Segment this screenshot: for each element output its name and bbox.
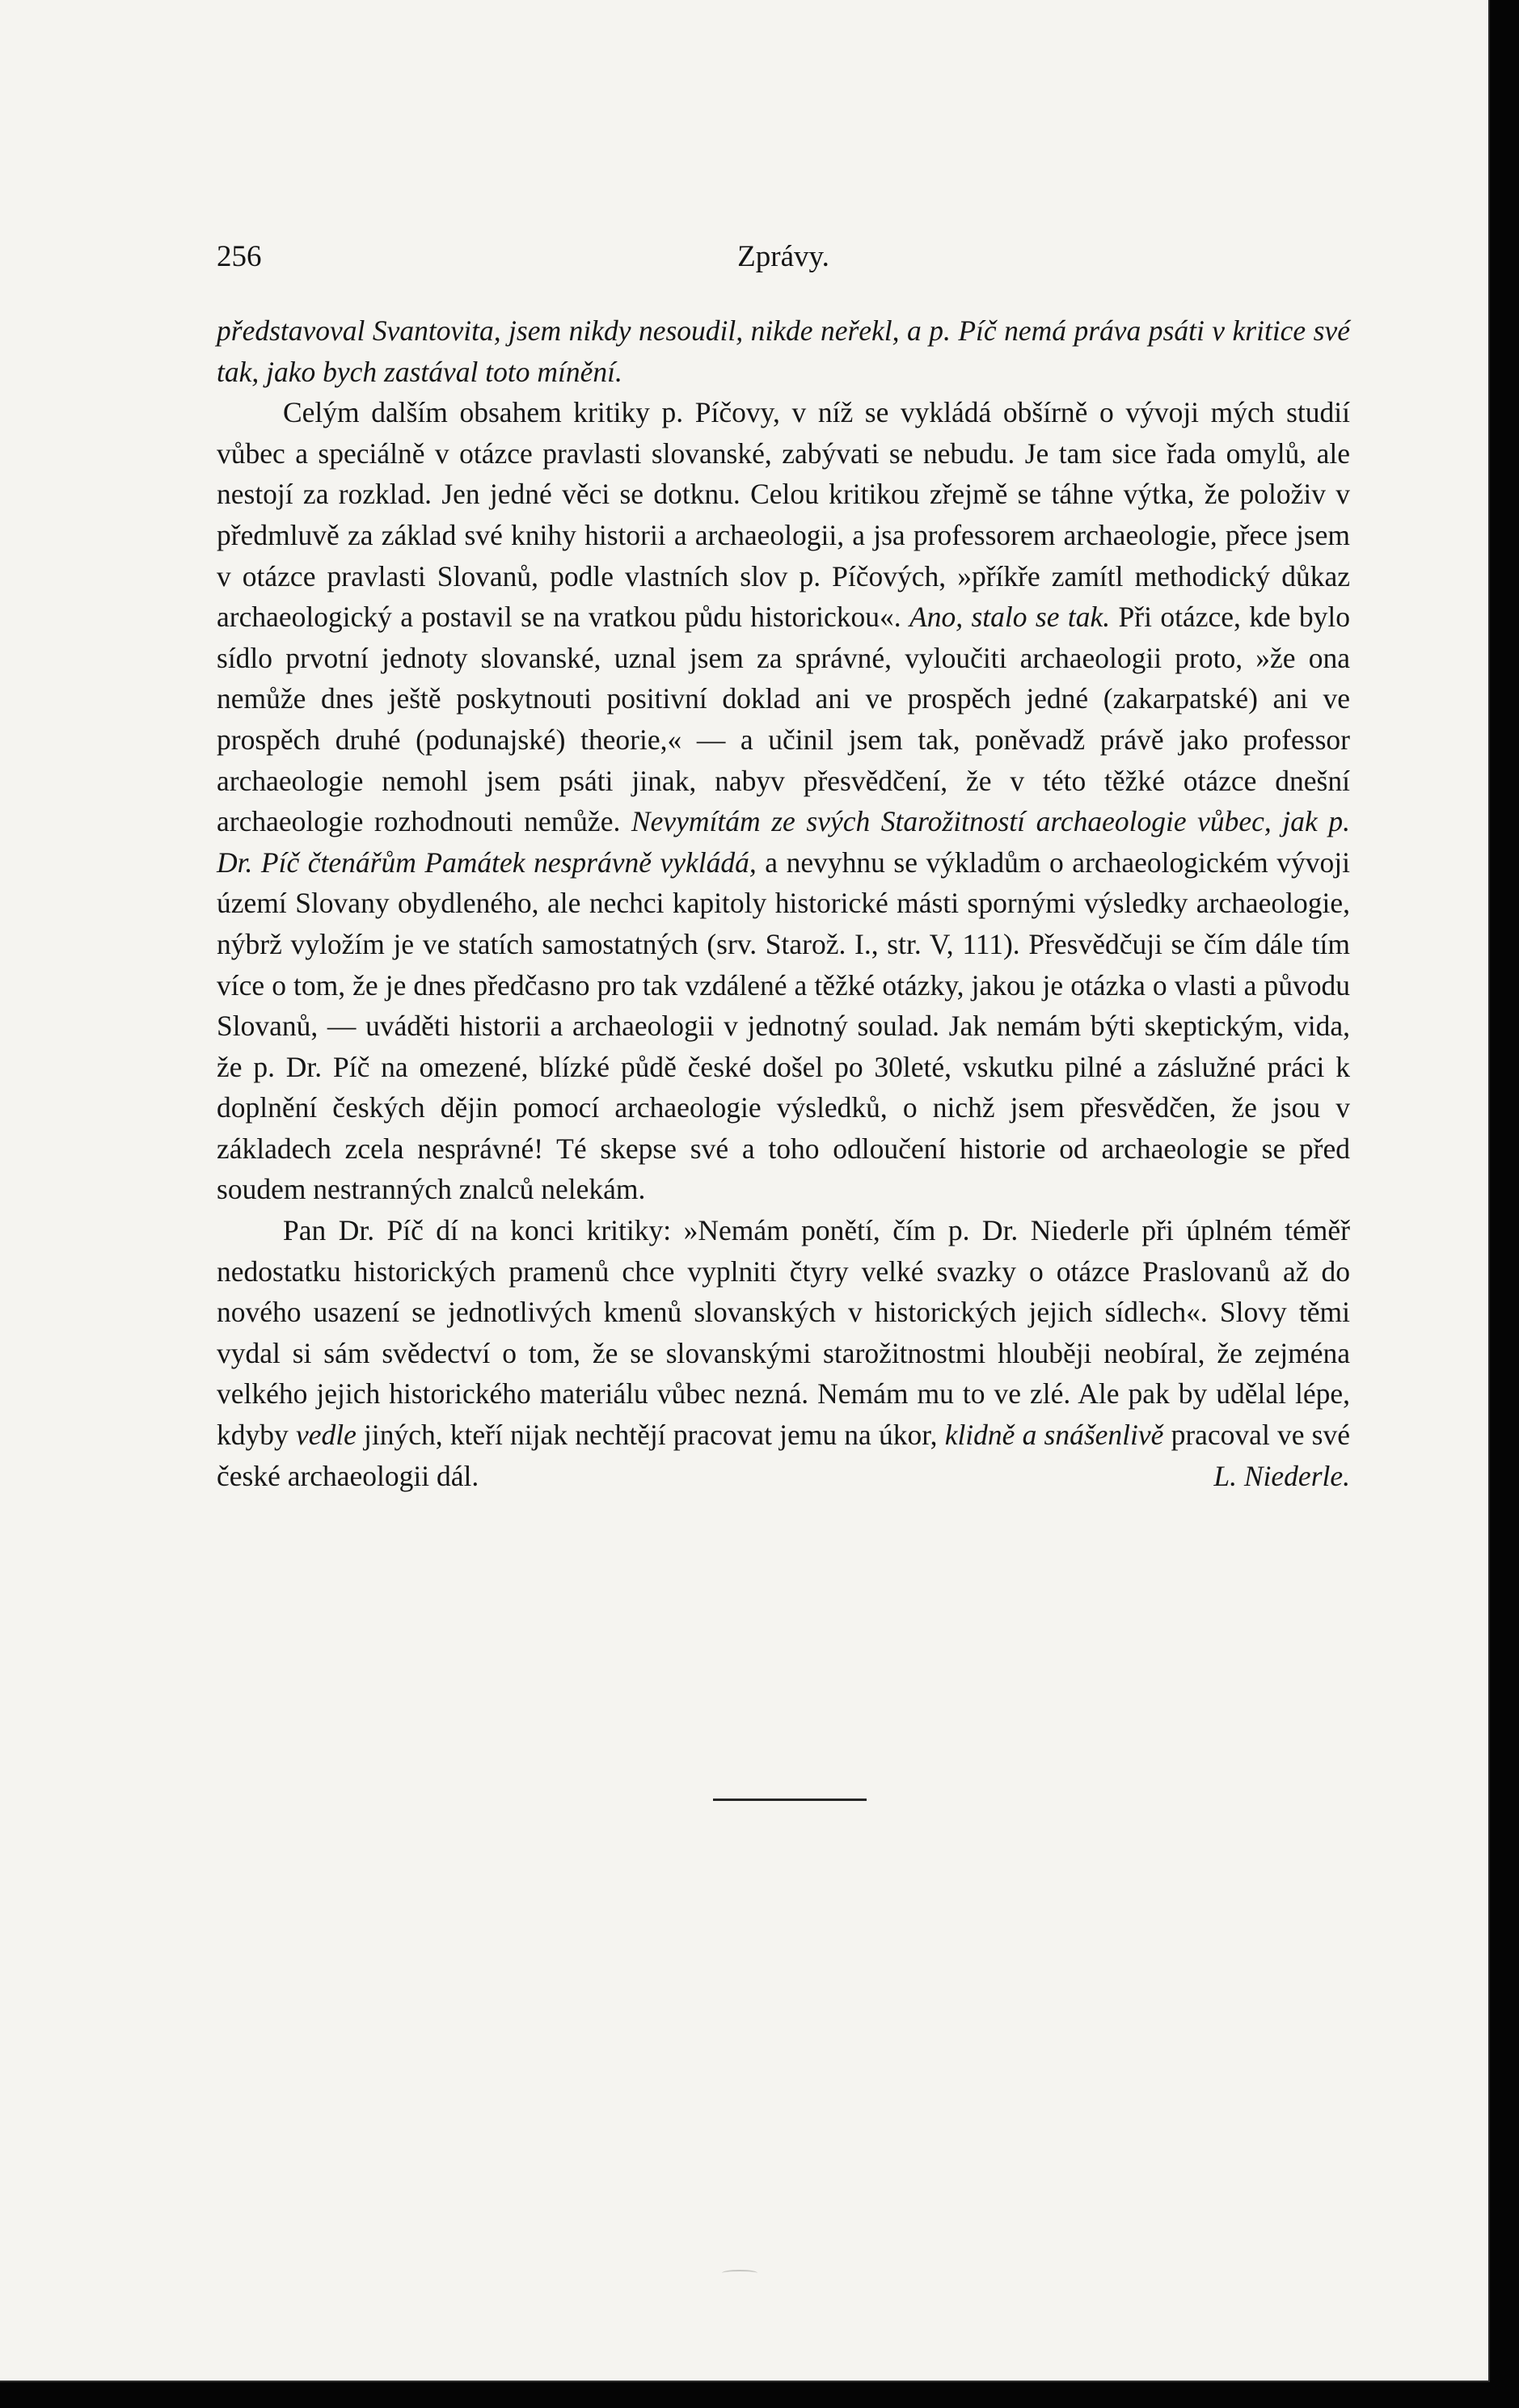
text-segment: Při otázce, kde bylo sídlo prvotní jednoty slovanské, uznal jsem za správné, vyloučiti archaeologii proto, »že ona nemůže dnes ještě poskytnouti positivní doklad ani ve prospěch jedné (zakarpatské) ani ve prospěch druhé (podunajské) theorie,« — a učinil jsem tak, poněvadž právě jako professor archaeologie nemohl jsem psáti jinak, nabyv přesvědčení, že v této těžké otázce dnešní archaeologie rozhodnouti nemůže.	[217, 601, 1350, 838]
page-number: 256	[217, 240, 262, 273]
paragraph-p3	[217, 1210, 1350, 1496]
paragraph-p2	[217, 392, 1350, 1210]
page-header	[217, 239, 1350, 278]
author-signature: L. Niederle.	[1213, 1459, 1350, 1492]
italic-segment: Nevymítám ze svých Starožitností archaeologie vůbec, jak p. Dr. Píč čtenářům Památek nesprávně vykládá,	[217, 805, 1350, 879]
italic-segment: klidně a snášenlivě	[944, 1419, 1164, 1452]
paragraph-p1	[217, 310, 1350, 392]
text-segment: Celým dalším obsahem kritiky p. Píčovy, v níž se vykládá obšírně o vývoji mých studií vůbec a speciálně v otázce pravlasti slovanské, zabývati se nebudu. Je tam sice řada omylů, ale nestojí za rozklad. Jen jedné věci se dotknu. Celou kritikou zřejmě se táhne výtka, že položiv v předmluvě za základ své knihy historii a archaeologii, a jsa professorem archaeologie, přece jsem v otázce pravlasti Slovanů, podle vlastních slov p. Píčových, »příkře zamítl methodický důkaz archaeologický a postavil se na vratkou půdu historickou«.	[217, 396, 1350, 634]
italic-segment: vedle	[295, 1419, 357, 1452]
text-segment: jiných, kteří nijak nechtějí pracovat jemu na úkor,	[356, 1419, 945, 1452]
text-segment: a nevyhnu se výkladům o archaeologickém vývoji území Slovany obydleného, ale nechci kapitoly historické másti spornými výsledky archaeologie, nýbrž vyložím je ve statích samostatných (srv. Starož. I., str. V, 111). Přesvědčuji se čím dále tím více o tom, že je dnes předčasno pro tak vzdálené a těžké otázky, jakou je otázka o vlasti a původu Slovanů, — uváděti historii a archaeologii v jednotný soulad. Jak nemám býti skeptickým, vida, že p. Dr. Píč na omezené, blízké půdě české došel po 30leté, vskutku pilné a záslužné práci k doplnění českých dějin pomocí archaeologie výsledků, o nichž jsem přesvědčen, že jsou v základech zcela nesprávné! Té skepse své a toho odloučení historie od archaeologie se před soudem nestranných znalců nelekám.	[217, 846, 1350, 1206]
italic-segment: Ano, stalo se tak.	[909, 601, 1111, 634]
article-body	[217, 310, 1350, 1496]
text-segment: Pan Dr. Píč dí na konci kritiky: »Nemám ponětí, čím p. Dr. Niederle při úplném téměř nedostatku historických pramenů chce vyplniti čtyry velké svazky o otázce Praslovanů až do nového usazení se jednotlivých kmenů slovanských v historických jejich sídlech«. Slovy těmi vydal si sám svědectví o tom, že se slovanskými starožitnostmi hlouběji neobíral, že zejména velkého jejich historického materiálu vůbec nezná. Nemám mu to ve zlé. Ale pak by udělal lépe, kdyby	[217, 1214, 1350, 1452]
scan-smudge-mark	[722, 2270, 757, 2276]
section-end-rule	[713, 1799, 867, 1801]
running-head: Zprávy.	[737, 240, 829, 273]
italic-segment: představoval Svantovita, jsem nikdy nesoudil, nikde neřekl, a p. Píč nemá práva psáti v kritice své tak, jako bych zastával toto mínění.	[217, 314, 1350, 388]
text-segment: pracoval ve své české archaeologii dál.	[217, 1419, 1350, 1492]
